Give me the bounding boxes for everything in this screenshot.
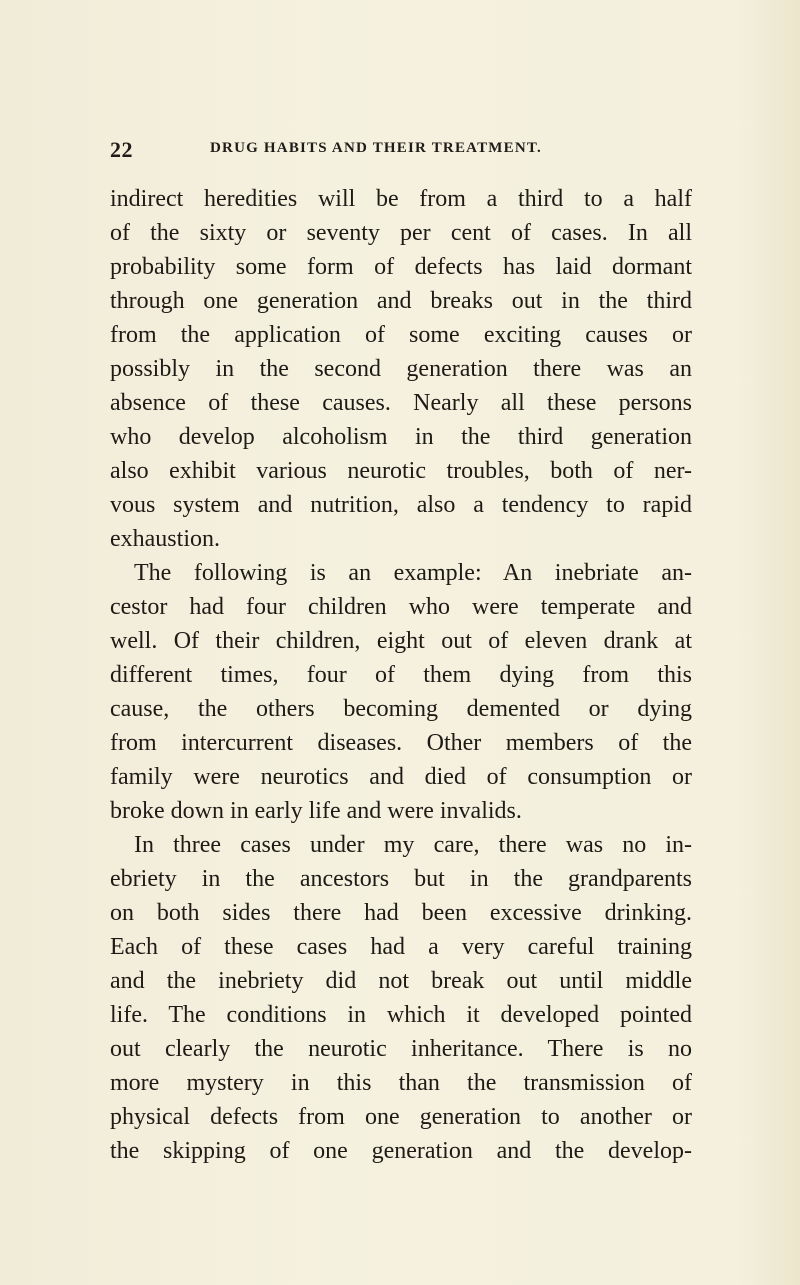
text-line: on both sides there had been excessive drinking.	[110, 900, 692, 926]
text-line: through one generation and breaks out in the third	[110, 288, 692, 314]
text-line: more mystery in this than the transmission of	[110, 1070, 692, 1096]
text-line: In three cases under my care, there was no in-	[134, 832, 692, 858]
text-line: broke down in early life and were invalids.	[110, 798, 522, 824]
text-line: who develop alcoholism in the third generation	[110, 424, 692, 450]
text-line: absence of these causes. Nearly all these persons	[110, 390, 692, 416]
text-line: family were neurotics and died of consumption or	[110, 764, 692, 790]
running-head: DRUG HABITS AND THEIR TREATMENT.	[210, 140, 542, 156]
text-line: probability some form of defects has laid dormant	[110, 254, 692, 280]
text-line: and the inebriety did not break out until middle	[110, 968, 692, 994]
text-line: from intercurrent diseases. Other members of the	[110, 730, 692, 756]
text-line: different times, four of them dying from this	[110, 662, 692, 688]
text-line: exhaustion.	[110, 526, 220, 552]
page-number: 22	[110, 137, 133, 162]
text-line: cause, the others becoming demented or dying	[110, 696, 692, 722]
text-line: from the application of some exciting causes or	[110, 322, 692, 348]
body-text	[110, 182, 692, 1168]
text-line: cestor had four children who were temperate and	[110, 594, 692, 620]
text-line: well. Of their children, eight out of eleven drank at	[110, 628, 692, 654]
text-line: Each of these cases had a very careful training	[110, 934, 692, 960]
text-line: indirect heredities will be from a third to a half	[110, 186, 692, 212]
text-line: also exhibit various neurotic troubles, both of ner-	[110, 458, 692, 484]
text-line: physical defects from one generation to another or	[110, 1104, 692, 1130]
text-line: the skipping of one generation and the develop-	[110, 1138, 692, 1164]
text-line: vous system and nutrition, also a tendency to rapid	[110, 492, 692, 518]
text-line: ebriety in the ancestors but in the grandparents	[110, 866, 692, 892]
text-line: of the sixty or seventy per cent of cases. In all	[110, 220, 692, 246]
text-line: life. The conditions in which it developed pointed	[110, 1002, 692, 1028]
text-line: The following is an example: An inebriate an-	[134, 560, 692, 586]
page-header	[110, 137, 690, 167]
text-line: out clearly the neurotic inheritance. There is no	[110, 1036, 692, 1062]
text-line: possibly in the second generation there was an	[110, 356, 692, 382]
